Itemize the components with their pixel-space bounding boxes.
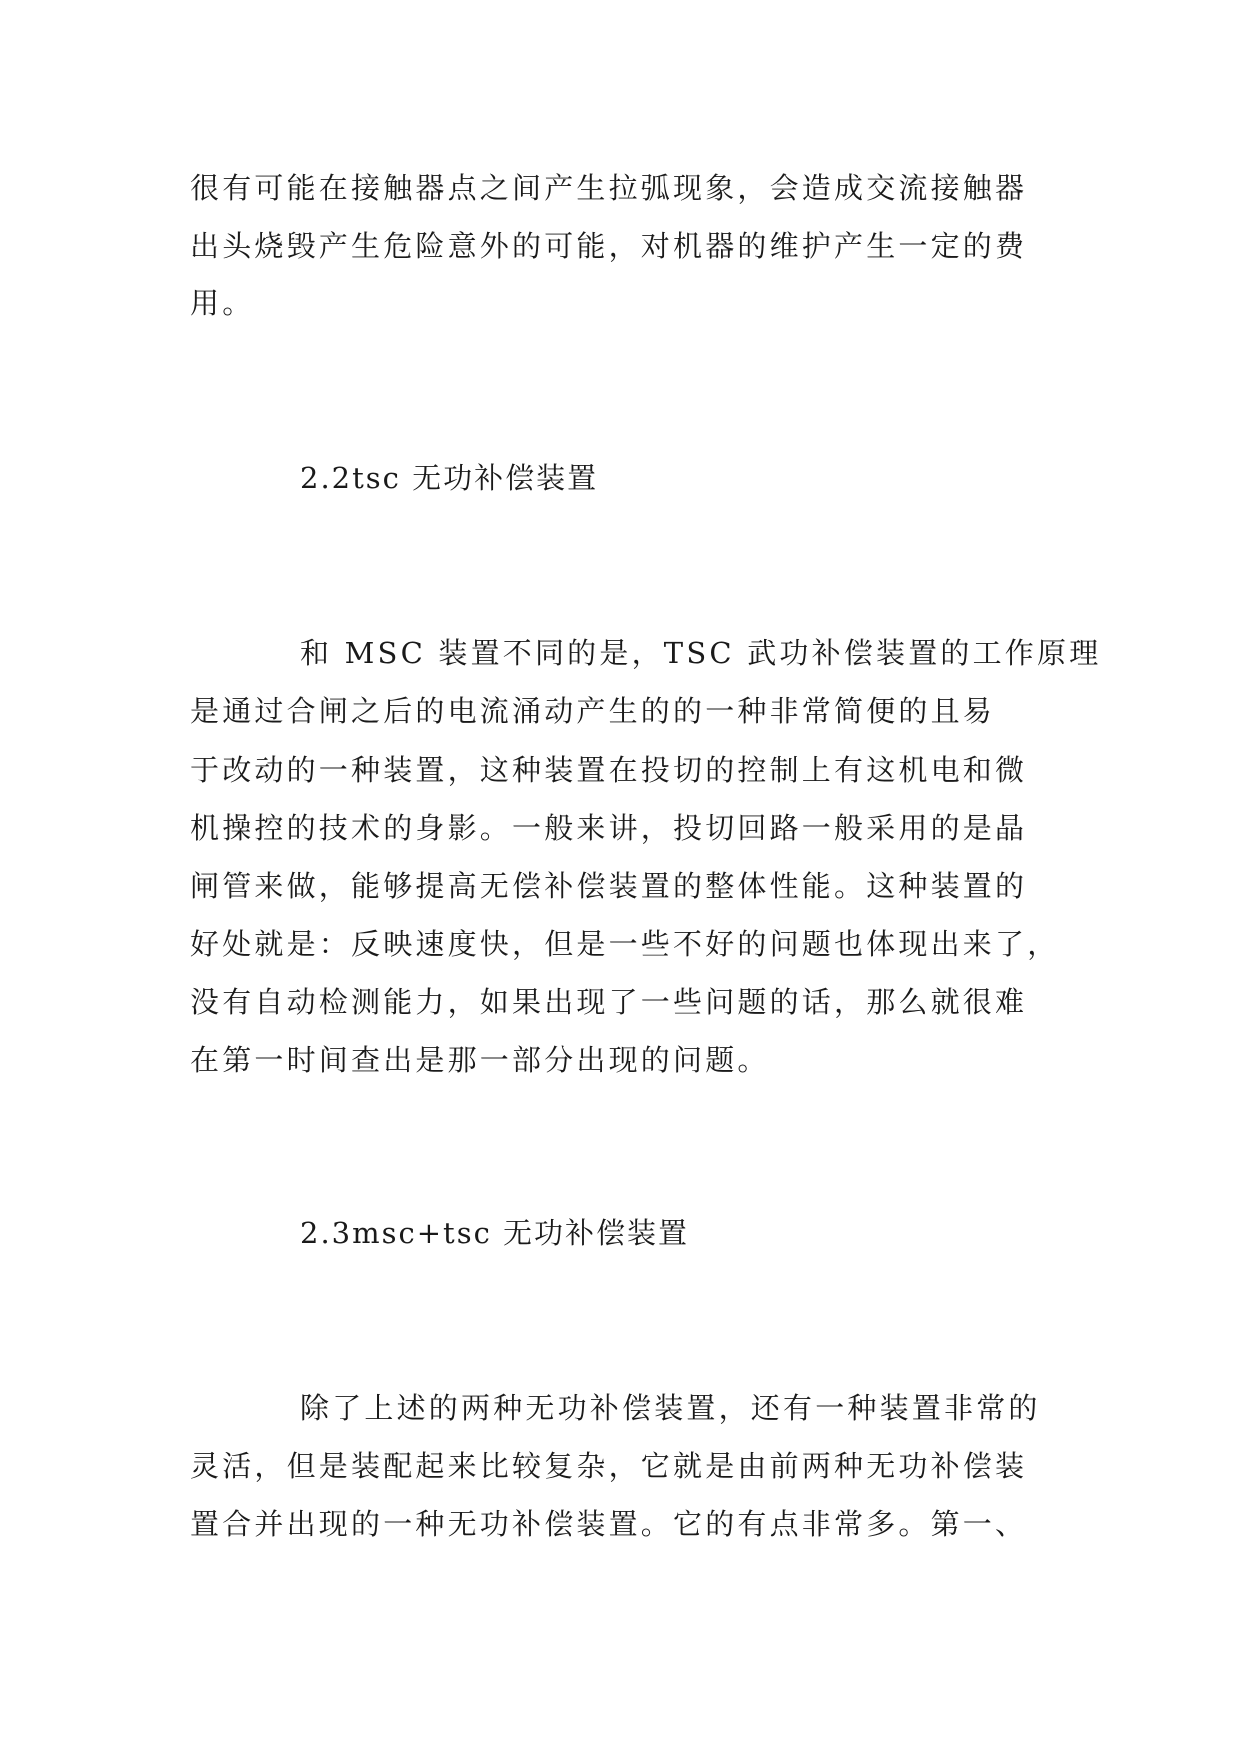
paragraph-line: 机操控的技术的身影。一般来讲，投切回路一般采用的是晶 [190,811,1028,845]
paragraph-line: 除了上述的两种无功补偿装置，还有一种装置非常的 [300,1391,1041,1425]
paragraph-line: 和 MSC 装置不同的是，TSC 武功补偿装置的工作原理 [300,636,1102,670]
paragraph-line: 好处就是：反映速度快，但是一些不好的问题也体现出来了， [190,927,1060,961]
paragraph-line: 置合并出现的一种无功补偿装置。它的有点非常多。第一、 [190,1507,1028,1541]
paragraph-line: 在第一时间查出是那一部分出现的问题。 [190,1043,770,1077]
paragraph-line: 很有可能在接触器点之间产生拉弧现象，会造成交流接触器 [190,171,1028,205]
paragraph-line: 闸管来做，能够提高无偿补偿装置的整体性能。这种装置的 [190,869,1028,903]
section-heading-2-3: 2.3msc+tsc 无功补偿装置 [300,1216,690,1250]
paragraph-line: 灵活，但是装配起来比较复杂，它就是由前两种无功补偿装 [190,1449,1028,1483]
paragraph-line: 是通过合闸之后的电流涌动产生的的一种非常简便的且易 [190,694,996,728]
section-heading-2-2: 2.2tsc 无功补偿装置 [300,461,599,495]
paragraph-line: 没有自动检测能力，如果出现了一些问题的话，那么就很难 [190,985,1028,1019]
paragraph-line: 于改动的一种装置，这种装置在投切的控制上有这机电和微 [190,753,1028,787]
paragraph-line: 用。 [190,286,255,320]
paragraph-line: 出头烧毁产生危险意外的可能，对机器的维护产生一定的费 [190,229,1028,263]
